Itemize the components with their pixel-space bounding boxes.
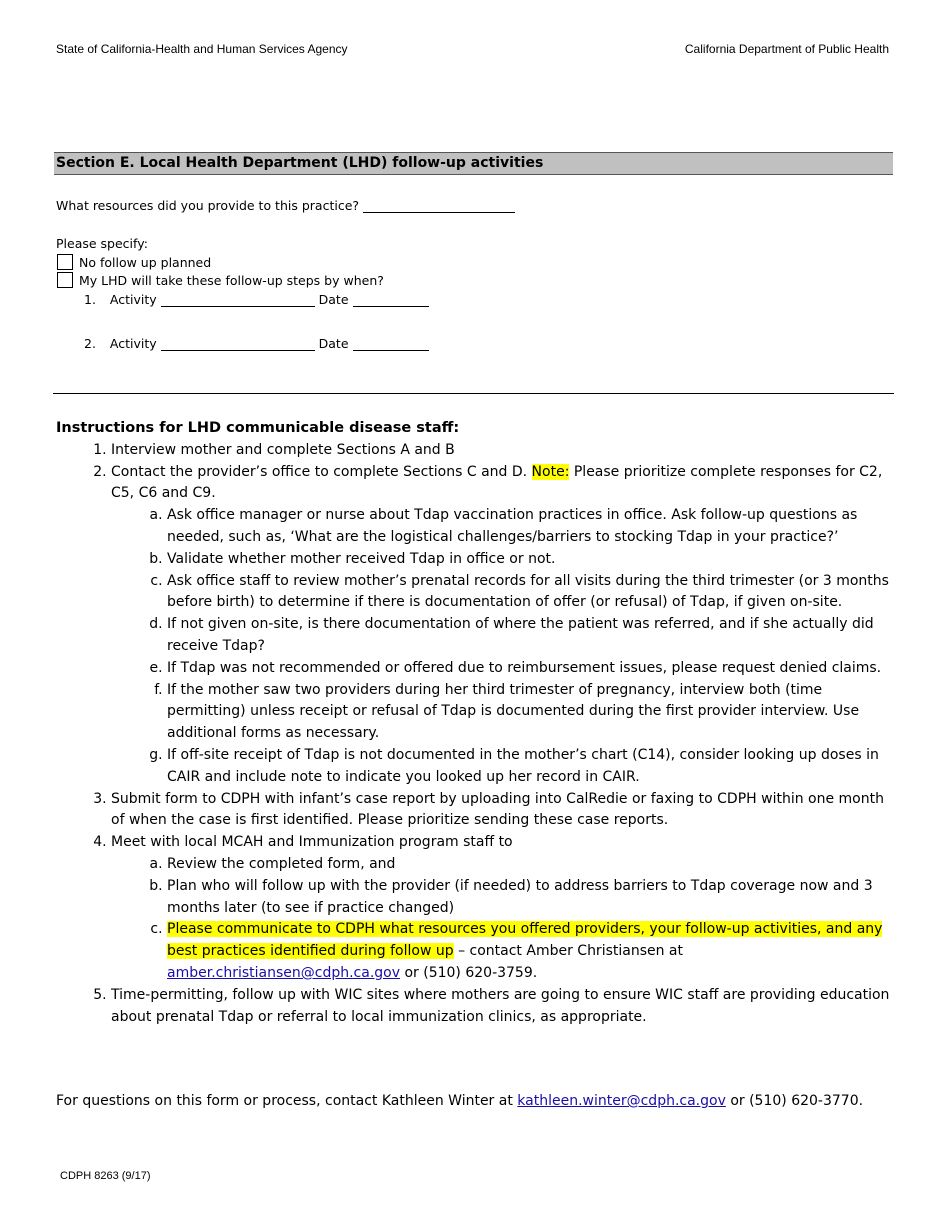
phone-text: or (510) 620-3759. [400,964,538,981]
sub-item: a. Review the completed form, and [167,854,896,876]
sub-item: b. Plan who will follow up with the provider (if needed) to address barriers to Tdap coverage now and 3 months later (to see if practice changed) [167,876,896,920]
follow-up-steps-checkbox[interactable] [57,272,73,288]
date-input[interactable] [353,336,429,351]
sub-item: e. If Tdap was not recommended or offered due to reimbursement issues, please request denied claims. [167,658,896,680]
activity-input[interactable] [161,292,315,307]
instruction-text: Time-permitting, follow up with WIC sites where mothers are going to ensure WIC staff are providing education about prenatal Tdap or referral to local immunization clinics, as appropriate. [111,986,890,1025]
kathleen-email-link[interactable]: kathleen.winter@cdph.ca.gov [517,1093,726,1109]
sub-item: g. If off-site receipt of Tdap is not documented in the mother’s chart (C14), consider looking up doses in CAIR and include note to indicate you looked up her record in CAIR. [167,745,896,789]
contact-text: For questions on this form or process, contact Kathleen Winter at [56,1093,518,1109]
resources-question-row [56,198,515,213]
sub-item: a. Ask office manager or nurse about Tdap vaccination practices in office. Ask follow-up questions as needed, such as, ‘What are the logistical challenges/barriers to stocking Tdap in your practice?’ [167,505,896,549]
instruction-item [111,462,896,789]
department-header: California Department of Public Health [684,42,889,56]
resources-question-label: What resources did you provide to this practice? [56,198,360,213]
instruction-text: Please prioritize complete responses for C2, C5, C6 and C9. [111,463,883,502]
date-label: Date [318,336,349,351]
sub-item: c. Ask office staff to review mother’s prenatal records for all visits during the third trimester (or 3 months before birth) to determine if there is documentation of offer (or refusal) of Tdap, if given on-site. [167,571,896,615]
resources-input[interactable] [363,198,515,213]
instructions-list [56,440,896,1029]
sub-list [111,854,896,985]
sub-item: f. If the mother saw two providers during her third trimester of pregnancy, interview both (time permitting) unless receipt or refusal of Tdap is documented during the first provider interview. Use additional forms as necessary. [167,680,896,745]
instruction-item [111,789,896,833]
agency-header: State of California-Health and Human Services Agency [56,42,348,56]
instructions-block [56,418,896,1028]
contact-phone: or (510) 620-3770. [725,1093,864,1109]
sub-item: d. If not given on-site, is there documentation of where the patient was referred, and if she actually did receive Tdap? [167,614,896,658]
activity-input[interactable] [161,336,315,351]
instructions-heading: Instructions for LHD communicable disease staff: [56,420,460,436]
instruction-text: Meet with local MCAH and Immunization program staff to [111,834,513,851]
activity-row-2 [84,336,429,351]
section-title: Section E. Local Health Department (LHD) follow-up activities [56,155,544,171]
form-id: CDPH 8263 (9/17) [60,1170,151,1182]
instruction-item [111,440,896,462]
date-label: Date [318,292,349,307]
note-highlight: Note: [531,463,570,480]
date-input[interactable] [353,292,429,307]
instruction-text: Interview mother and complete Sections A and B [111,441,455,458]
activity-row-1 [84,292,429,307]
activity-number: 2. [84,336,96,351]
amber-email-link[interactable]: amber.christiansen@cdph.ca.gov [167,964,401,981]
communicate-highlight: Please communicate to CDPH what resources you offered providers, your follow-up activities, and any best practices identified during follow up [167,921,883,960]
activity-number: 1. [84,292,96,307]
instruction-text: Contact the provider’s office to complete Sections C and D. [111,463,532,480]
sub-list [111,505,896,788]
activity-label: Activity [109,292,157,307]
section-title-bar [54,152,893,175]
sub-item: b. Validate whether mother received Tdap in office or not. [167,549,896,571]
sub-item [167,919,896,984]
section-divider [53,393,894,394]
follow-up-steps-label: My LHD will take these follow-up steps by when? [79,273,384,288]
no-follow-up-label: No follow up planned [79,255,212,270]
no-follow-up-checkbox[interactable] [57,254,73,270]
contact-text: – contact Amber Christiansen at [453,943,684,960]
questions-contact [56,1093,863,1109]
instruction-text: Submit form to CDPH with infant’s case report by uploading into CalRedie or faxing to CDPH within one month of when the case is first identified. Please prioritize sending these case reports. [111,790,884,829]
instruction-item [111,985,896,1029]
please-specify-label: Please specify: [56,236,148,251]
activity-label: Activity [109,336,157,351]
instruction-item [111,832,896,985]
